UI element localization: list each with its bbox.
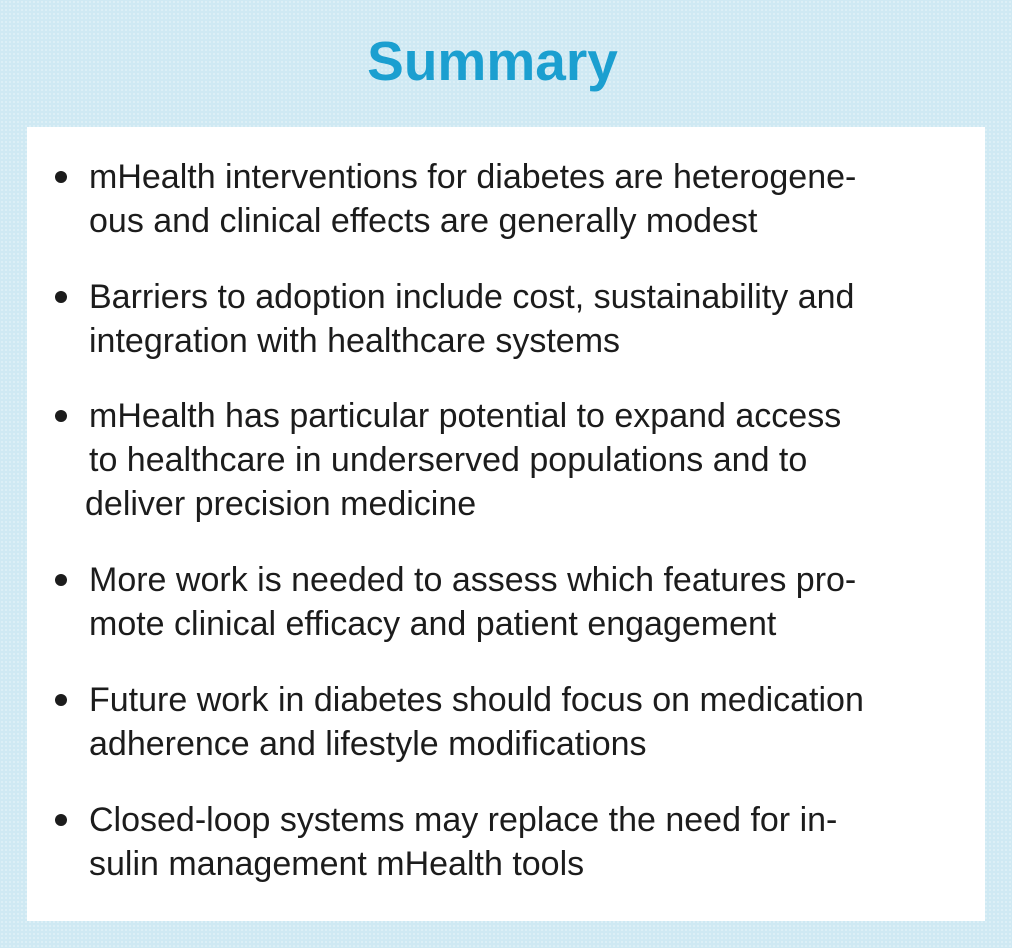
bullet-text	[89, 798, 979, 886]
summary-panel	[27, 127, 985, 921]
bullet-text	[89, 678, 979, 766]
bullet-icon	[55, 814, 67, 826]
bullet-icon	[55, 574, 67, 586]
bullet-text	[85, 394, 979, 526]
bullet-text	[89, 155, 979, 243]
bullet-text-line: adherence and lifestyle modifications	[89, 725, 647, 763]
bullet-text	[89, 558, 979, 646]
bullet-text-line: Closed-loop systems may replace the need for in-	[89, 801, 838, 839]
bullet-icon	[55, 291, 67, 303]
bullet-icon	[55, 171, 67, 183]
bullet-text-line: integration with healthcare systems	[89, 322, 621, 360]
bullet-icon	[55, 694, 67, 706]
bullet-text-line: ous and clinical effects are generally modest	[89, 202, 758, 240]
bullet-text-line: Future work in diabetes should focus on medication	[89, 681, 864, 719]
bullet-text-line: sulin management mHealth tools	[89, 845, 585, 883]
bullet-icon	[55, 410, 67, 422]
bullet-text-line: mHealth interventions for diabetes are heterogene-	[89, 158, 857, 196]
page-title: Summary	[367, 30, 618, 92]
bullet-text	[89, 275, 979, 363]
bullet-text-line: mote clinical efficacy and patient engagement	[89, 605, 777, 643]
bullet-text-line: to healthcare in underserved populations and to	[89, 441, 808, 479]
bullet-text-line: deliver precision medicine	[85, 485, 477, 523]
bullet-text-line: mHealth has particular potential to expand access	[89, 397, 842, 435]
bullet-text-line: Barriers to adoption include cost, sustainability and	[89, 278, 855, 316]
bullet-text-line: More work is needed to assess which features pro-	[89, 561, 857, 599]
